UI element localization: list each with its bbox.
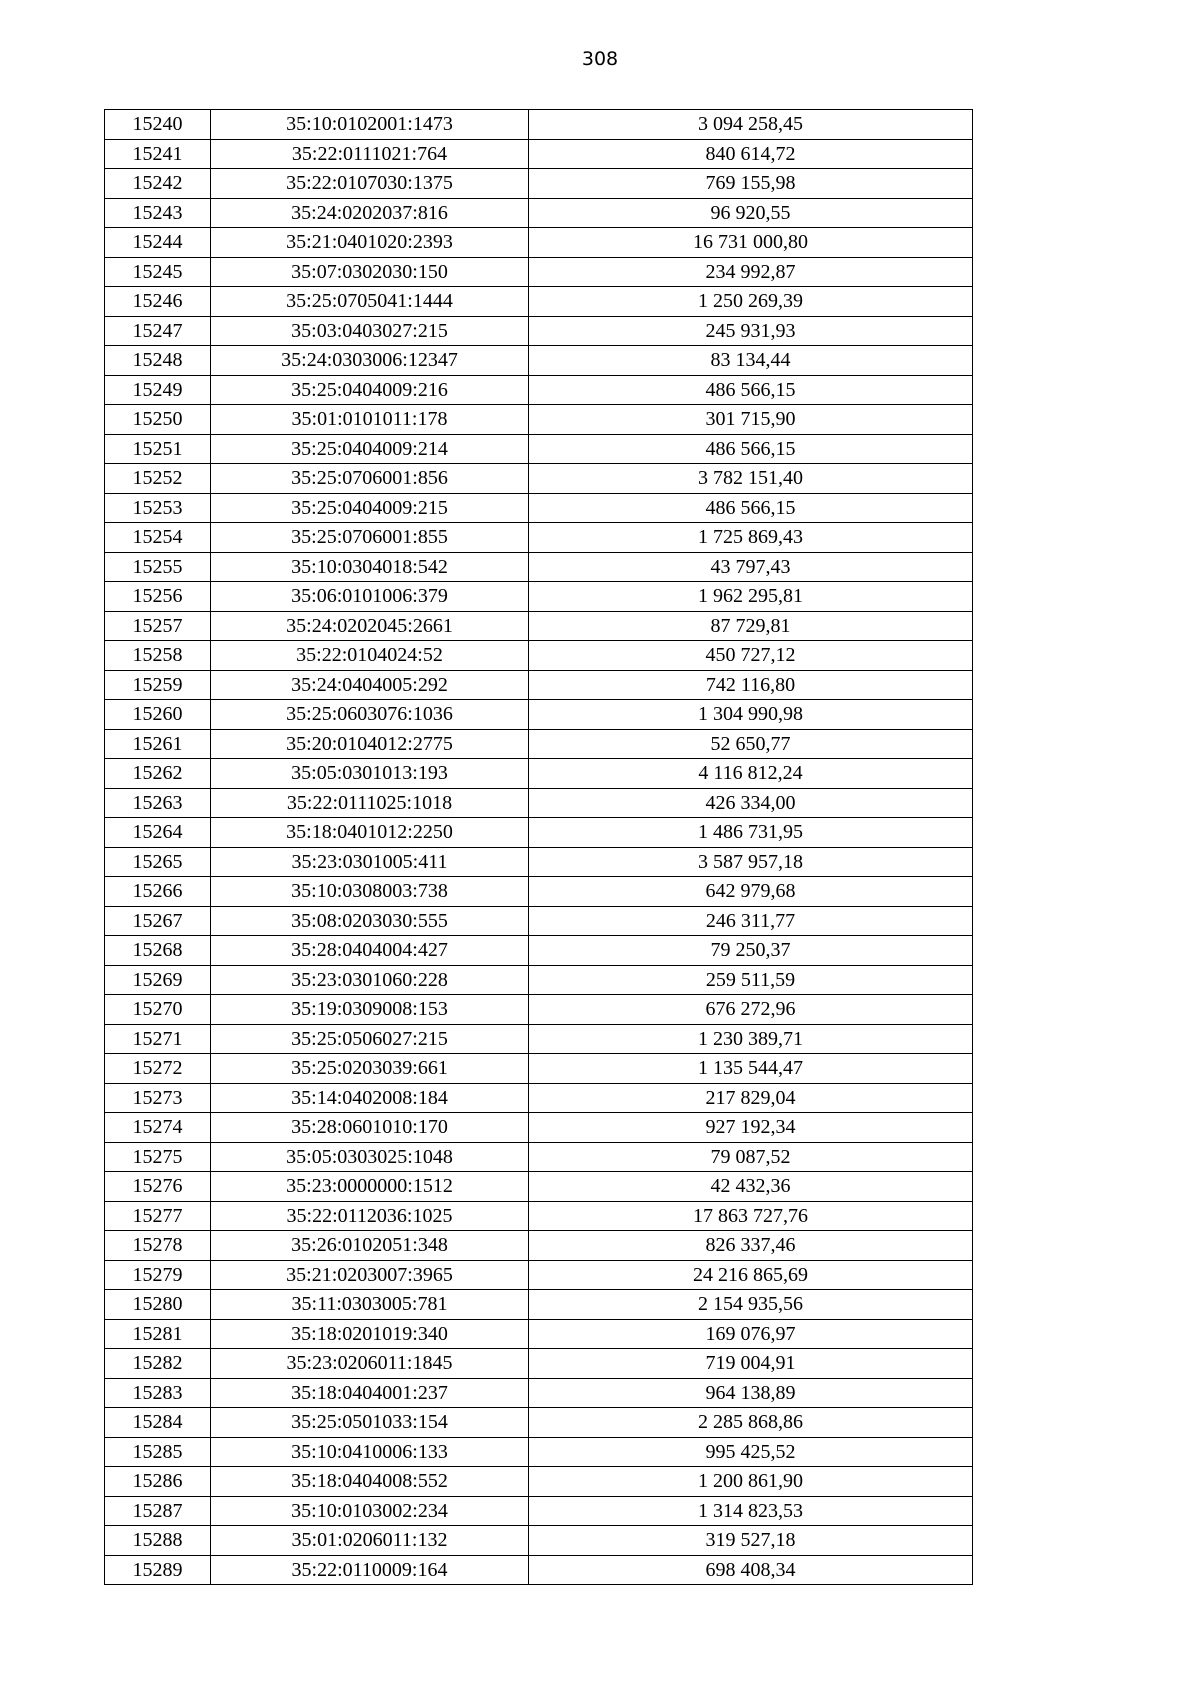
- cadastral-value-cell: 1 304 990,98: [529, 700, 973, 730]
- row-number-cell: 15289: [105, 1555, 211, 1585]
- table-row: [105, 936, 973, 966]
- cadastral-value-cell: 1 314 823,53: [529, 1496, 973, 1526]
- row-number-cell: 15259: [105, 670, 211, 700]
- cadastral-value-cell: 486 566,15: [529, 434, 973, 464]
- table-row: [105, 1054, 973, 1084]
- row-number-cell: 15285: [105, 1437, 211, 1467]
- row-number-cell: 15262: [105, 759, 211, 789]
- row-number-cell: 15263: [105, 788, 211, 818]
- row-number-cell: 15242: [105, 169, 211, 199]
- row-number-cell: 15254: [105, 523, 211, 553]
- row-number-cell: 15253: [105, 493, 211, 523]
- cadastral-value-cell: 301 715,90: [529, 405, 973, 435]
- cadastral-value-cell: 1 230 389,71: [529, 1024, 973, 1054]
- table-row: [105, 1142, 973, 1172]
- cadastral-number-cell: 35:22:0112036:1025: [211, 1201, 529, 1231]
- row-number-cell: 15271: [105, 1024, 211, 1054]
- cadastral-number-cell: 35:18:0401012:2250: [211, 818, 529, 848]
- cadastral-number-cell: 35:03:0403027:215: [211, 316, 529, 346]
- cadastral-value-cell: 217 829,04: [529, 1083, 973, 1113]
- table-row: [105, 1201, 973, 1231]
- cadastral-number-cell: 35:25:0501033:154: [211, 1408, 529, 1438]
- table-row: [105, 788, 973, 818]
- cadastral-value-cell: 769 155,98: [529, 169, 973, 199]
- row-number-cell: 15258: [105, 641, 211, 671]
- row-number-cell: 15251: [105, 434, 211, 464]
- cadastral-number-cell: 35:21:0203007:3965: [211, 1260, 529, 1290]
- cadastral-number-cell: 35:23:0000000:1512: [211, 1172, 529, 1202]
- table-row: [105, 523, 973, 553]
- row-number-cell: 15268: [105, 936, 211, 966]
- row-number-cell: 15283: [105, 1378, 211, 1408]
- row-number-cell: 15278: [105, 1231, 211, 1261]
- row-number-cell: 15265: [105, 847, 211, 877]
- row-number-cell: 15261: [105, 729, 211, 759]
- table-row: [105, 965, 973, 995]
- row-number-cell: 15288: [105, 1526, 211, 1556]
- cadastral-number-cell: 35:28:0404004:427: [211, 936, 529, 966]
- cadastral-number-cell: 35:24:0202045:2661: [211, 611, 529, 641]
- cadastral-value-cell: 16 731 000,80: [529, 228, 973, 258]
- cadastral-value-cell: 1 486 731,95: [529, 818, 973, 848]
- row-number-cell: 15274: [105, 1113, 211, 1143]
- cadastral-number-cell: 35:24:0303006:12347: [211, 346, 529, 376]
- cadastral-value-cell: 1 250 269,39: [529, 287, 973, 317]
- table-row: [105, 759, 973, 789]
- cadastral-number-cell: 35:24:0202037:816: [211, 198, 529, 228]
- cadastral-value-cell: 42 432,36: [529, 1172, 973, 1202]
- cadastral-value-cell: 4 116 812,24: [529, 759, 973, 789]
- cadastral-number-cell: 35:10:0103002:234: [211, 1496, 529, 1526]
- cadastral-number-cell: 35:20:0104012:2775: [211, 729, 529, 759]
- row-number-cell: 15266: [105, 877, 211, 907]
- cadastral-value-cell: 3 587 957,18: [529, 847, 973, 877]
- table-row: [105, 1349, 973, 1379]
- row-number-cell: 15282: [105, 1349, 211, 1379]
- cadastral-number-cell: 35:23:0301060:228: [211, 965, 529, 995]
- table-row: [105, 434, 973, 464]
- row-number-cell: 15243: [105, 198, 211, 228]
- cadastral-value-cell: 3 782 151,40: [529, 464, 973, 494]
- row-number-cell: 15284: [105, 1408, 211, 1438]
- cadastral-value-cell: 927 192,34: [529, 1113, 973, 1143]
- cadastral-value-cell: 642 979,68: [529, 877, 973, 907]
- cadastral-number-cell: 35:11:0303005:781: [211, 1290, 529, 1320]
- cadastral-value-cell: 52 650,77: [529, 729, 973, 759]
- row-number-cell: 15247: [105, 316, 211, 346]
- table-row: [105, 700, 973, 730]
- table-row: [105, 1083, 973, 1113]
- cadastral-number-cell: 35:08:0203030:555: [211, 906, 529, 936]
- cadastral-value-cell: 3 094 258,45: [529, 110, 973, 140]
- cadastral-value-cell: 259 511,59: [529, 965, 973, 995]
- row-number-cell: 15257: [105, 611, 211, 641]
- row-number-cell: 15280: [105, 1290, 211, 1320]
- cadastral-number-cell: 35:23:0206011:1845: [211, 1349, 529, 1379]
- cadastral-number-cell: 35:01:0206011:132: [211, 1526, 529, 1556]
- table-row: [105, 464, 973, 494]
- cadastral-number-cell: 35:01:0101011:178: [211, 405, 529, 435]
- table-row: [105, 493, 973, 523]
- table-row: [105, 552, 973, 582]
- row-number-cell: 15286: [105, 1467, 211, 1497]
- row-number-cell: 15248: [105, 346, 211, 376]
- cadastral-value-cell: 246 311,77: [529, 906, 973, 936]
- cadastral-value-cell: 83 134,44: [529, 346, 973, 376]
- cadastral-value-cell: 964 138,89: [529, 1378, 973, 1408]
- row-number-cell: 15256: [105, 582, 211, 612]
- row-number-cell: 15252: [105, 464, 211, 494]
- cadastral-value-cell: 1 962 295,81: [529, 582, 973, 612]
- row-number-cell: 15264: [105, 818, 211, 848]
- table-row: [105, 375, 973, 405]
- table-row: [105, 1378, 973, 1408]
- page-number: 308: [581, 48, 619, 70]
- cadastral-number-cell: 35:22:0111021:764: [211, 139, 529, 169]
- cadastral-value-cell: 719 004,91: [529, 1349, 973, 1379]
- cadastral-value-cell: 79 250,37: [529, 936, 973, 966]
- table-row: [105, 1467, 973, 1497]
- row-number-cell: 15250: [105, 405, 211, 435]
- cadastral-value-cell: 1 200 861,90: [529, 1467, 973, 1497]
- table-row: [105, 1172, 973, 1202]
- row-number-cell: 15249: [105, 375, 211, 405]
- table-row: [105, 847, 973, 877]
- table-row: [105, 110, 973, 140]
- cadastral-number-cell: 35:21:0401020:2393: [211, 228, 529, 258]
- cadastral-value-cell: 79 087,52: [529, 1142, 973, 1172]
- table-row: [105, 346, 973, 376]
- table-row: [105, 729, 973, 759]
- cadastral-number-cell: 35:18:0201019:340: [211, 1319, 529, 1349]
- cadastral-value-cell: 698 408,34: [529, 1555, 973, 1585]
- cadastral-value-cell: 234 992,87: [529, 257, 973, 287]
- row-number-cell: 15255: [105, 552, 211, 582]
- table-row: [105, 1526, 973, 1556]
- cadastral-value-cell: 840 614,72: [529, 139, 973, 169]
- cadastral-number-cell: 35:25:0706001:856: [211, 464, 529, 494]
- table-row: [105, 818, 973, 848]
- cadastral-value-cell: 486 566,15: [529, 375, 973, 405]
- table-row: [105, 1113, 973, 1143]
- row-number-cell: 15281: [105, 1319, 211, 1349]
- row-number-cell: 15276: [105, 1172, 211, 1202]
- cadastral-number-cell: 35:26:0102051:348: [211, 1231, 529, 1261]
- cadastral-number-cell: 35:19:0309008:153: [211, 995, 529, 1025]
- cadastral-number-cell: 35:07:0302030:150: [211, 257, 529, 287]
- row-number-cell: 15272: [105, 1054, 211, 1084]
- cadastral-value-cell: 2 154 935,56: [529, 1290, 973, 1320]
- table-row: [105, 198, 973, 228]
- cadastral-value-cell: 426 334,00: [529, 788, 973, 818]
- table-row: [105, 1260, 973, 1290]
- cadastral-value-cell: 742 116,80: [529, 670, 973, 700]
- table-row: [105, 1496, 973, 1526]
- table-row: [105, 1290, 973, 1320]
- row-number-cell: 15240: [105, 110, 211, 140]
- table-row: [105, 877, 973, 907]
- cadastral-number-cell: 35:05:0303025:1048: [211, 1142, 529, 1172]
- cadastral-number-cell: 35:25:0203039:661: [211, 1054, 529, 1084]
- row-number-cell: 15269: [105, 965, 211, 995]
- cadastral-number-cell: 35:22:0104024:52: [211, 641, 529, 671]
- table-row: [105, 906, 973, 936]
- cadastral-number-cell: 35:10:0304018:542: [211, 552, 529, 582]
- row-number-cell: 15245: [105, 257, 211, 287]
- table-row: [105, 995, 973, 1025]
- cadastral-number-cell: 35:18:0404008:552: [211, 1467, 529, 1497]
- cadastral-value-cell: 995 425,52: [529, 1437, 973, 1467]
- cadastral-number-cell: 35:23:0301005:411: [211, 847, 529, 877]
- table-row: [105, 1408, 973, 1438]
- cadastral-number-cell: 35:25:0404009:215: [211, 493, 529, 523]
- cadastral-value-cell: 169 076,97: [529, 1319, 973, 1349]
- cadastral-number-cell: 35:25:0506027:215: [211, 1024, 529, 1054]
- cadastral-value-cell: 486 566,15: [529, 493, 973, 523]
- table-row: [105, 1319, 973, 1349]
- cadastral-value-cell: 319 527,18: [529, 1526, 973, 1556]
- cadastral-number-cell: 35:10:0308003:738: [211, 877, 529, 907]
- row-number-cell: 15260: [105, 700, 211, 730]
- cadastral-number-cell: 35:05:0301013:193: [211, 759, 529, 789]
- table-row: [105, 287, 973, 317]
- cadastral-number-cell: 35:22:0111025:1018: [211, 788, 529, 818]
- row-number-cell: 15246: [105, 287, 211, 317]
- row-number-cell: 15279: [105, 1260, 211, 1290]
- table-row: [105, 139, 973, 169]
- row-number-cell: 15273: [105, 1083, 211, 1113]
- table-row: [105, 670, 973, 700]
- row-number-cell: 15241: [105, 139, 211, 169]
- table-row: [105, 169, 973, 199]
- cadastral-number-cell: 35:25:0404009:214: [211, 434, 529, 464]
- cadastral-value-cell: 826 337,46: [529, 1231, 973, 1261]
- cadastral-number-cell: 35:28:0601010:170: [211, 1113, 529, 1143]
- table-row: [105, 1231, 973, 1261]
- table-row: [105, 1437, 973, 1467]
- cadastral-number-cell: 35:10:0410006:133: [211, 1437, 529, 1467]
- cadastral-value-cell: 24 216 865,69: [529, 1260, 973, 1290]
- table-row: [105, 228, 973, 258]
- cadastral-value-cell: 2 285 868,86: [529, 1408, 973, 1438]
- cadastral-value-cell: 43 797,43: [529, 552, 973, 582]
- row-number-cell: 15270: [105, 995, 211, 1025]
- cadastral-value-cell: 96 920,55: [529, 198, 973, 228]
- table-row: [105, 257, 973, 287]
- cadastral-number-cell: 35:06:0101006:379: [211, 582, 529, 612]
- row-number-cell: 15287: [105, 1496, 211, 1526]
- row-number-cell: 15277: [105, 1201, 211, 1231]
- row-number-cell: 15244: [105, 228, 211, 258]
- table-row: [105, 582, 973, 612]
- cadastral-value-cell: 245 931,93: [529, 316, 973, 346]
- cadastral-number-cell: 35:22:0110009:164: [211, 1555, 529, 1585]
- table-row: [105, 641, 973, 671]
- table-row: [105, 405, 973, 435]
- cadastral-number-cell: 35:25:0706001:855: [211, 523, 529, 553]
- cadastral-number-cell: 35:25:0404009:216: [211, 375, 529, 405]
- cadastral-value-cell: 17 863 727,76: [529, 1201, 973, 1231]
- cadastral-number-cell: 35:10:0102001:1473: [211, 110, 529, 140]
- table-row: [105, 611, 973, 641]
- table-row: [105, 1024, 973, 1054]
- cadastral-number-cell: 35:25:0705041:1444: [211, 287, 529, 317]
- cadastral-value-cell: 1 135 544,47: [529, 1054, 973, 1084]
- cadastral-number-cell: 35:22:0107030:1375: [211, 169, 529, 199]
- row-number-cell: 15275: [105, 1142, 211, 1172]
- cadastral-value-cell: 1 725 869,43: [529, 523, 973, 553]
- cadastral-value-table: [104, 109, 973, 1585]
- cadastral-value-cell: 676 272,96: [529, 995, 973, 1025]
- table-row: [105, 316, 973, 346]
- cadastral-number-cell: 35:18:0404001:237: [211, 1378, 529, 1408]
- cadastral-number-cell: 35:24:0404005:292: [211, 670, 529, 700]
- table-row: [105, 1555, 973, 1585]
- cadastral-number-cell: 35:14:0402008:184: [211, 1083, 529, 1113]
- row-number-cell: 15267: [105, 906, 211, 936]
- cadastral-number-cell: 35:25:0603076:1036: [211, 700, 529, 730]
- cadastral-value-cell: 450 727,12: [529, 641, 973, 671]
- cadastral-value-cell: 87 729,81: [529, 611, 973, 641]
